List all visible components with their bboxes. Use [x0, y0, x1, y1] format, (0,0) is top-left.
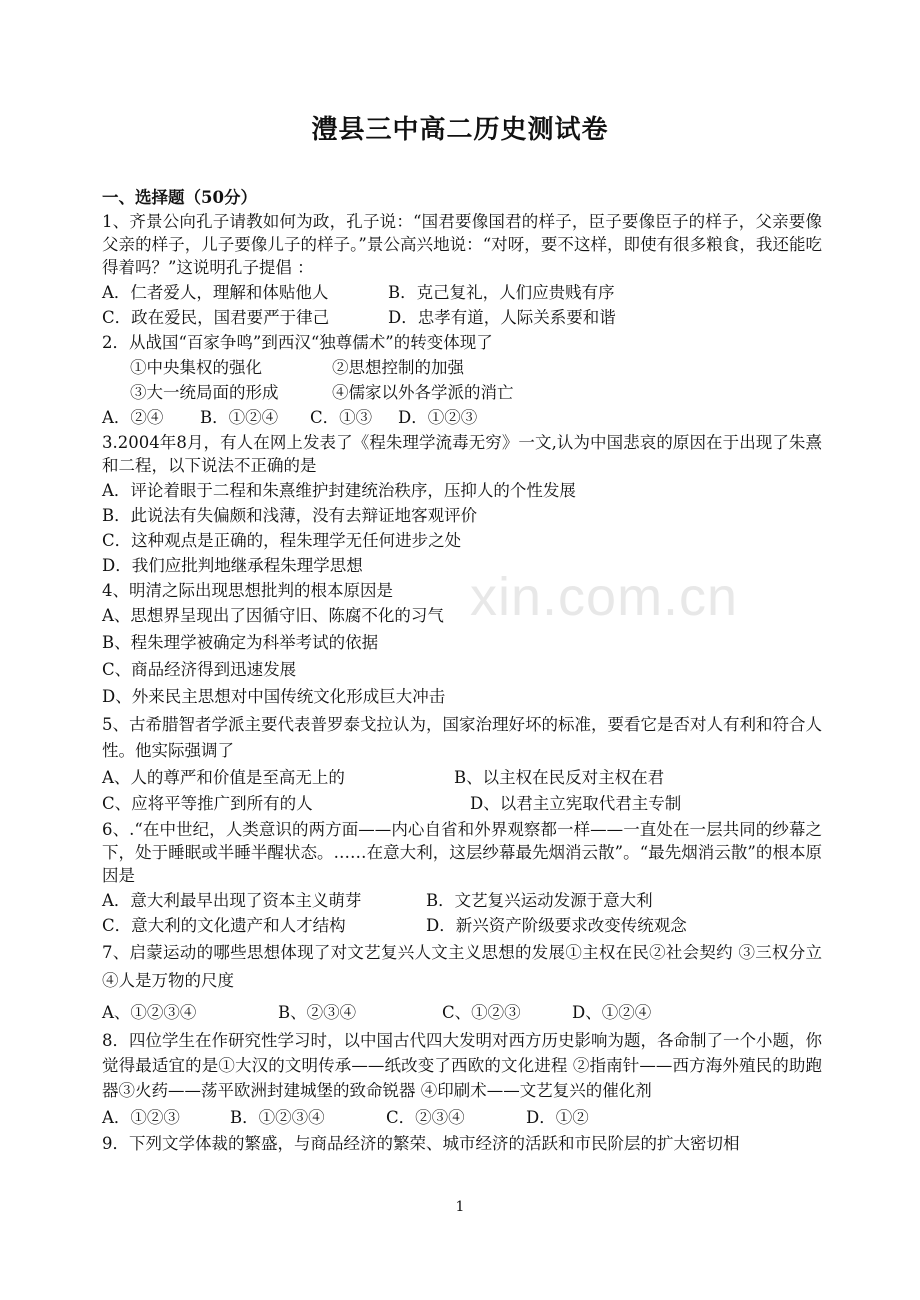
option-a: A．意大利最早出现了资本主义萌芽	[102, 891, 362, 910]
option-d: D．忠孝有道，人际关系要和谐	[388, 308, 616, 327]
item-3: ③大一统局面的形成	[130, 383, 279, 402]
option-b: B、以主权在民反对主权在君	[454, 768, 665, 787]
item-2: ②思想控制的加强	[332, 358, 464, 377]
option-d: D．我们应批判地继承程朱理学思想	[102, 556, 363, 575]
option-b: B．①②③④	[230, 1108, 325, 1127]
option-b: B．此说法有失偏颇和浅薄，没有去辩证地客观评价	[102, 506, 478, 525]
question-stem: 6、.“在中世纪，人类意识的两方面——内心自省和外界观察都一样——一直处在一层共同的纱幕之下，处于睡眠或半睡半醒状态。……在意大利，这层纱幕最先烟消云散”。“最先烟消云散”的根本原因是	[102, 820, 822, 885]
item-1: ①中央集权的强化	[130, 358, 262, 377]
option-c: C．意大利的文化遗产和人才结构	[102, 916, 346, 935]
page-title: 澧县三中高二历史测试卷	[311, 115, 609, 145]
option-c: C、商品经济得到迅速发展	[102, 660, 297, 679]
question-stem: 8．四位学生在作研究性学习时，以中国古代四大发明对西方历史影响为题，各命制了一个小题，你觉得最适宜的是①大汉的文明传承——纸改变了西欧的文化进程 ②指南针——西方海外殖民的助跑器③火药——荡平欧洲封建城堡的致命锐器 ④印刷术——文艺复兴的催化剂	[102, 1031, 822, 1100]
options-row	[102, 406, 822, 429]
option-b: B、程朱理学被确定为科举考试的依据	[102, 633, 379, 652]
option-c: C．①③	[310, 408, 373, 427]
option-c: C、①②③	[442, 1003, 521, 1022]
option-c: C．这种观点是正确的，程朱理学无任何进步之处	[102, 531, 462, 550]
option-a: A、①②③④	[102, 1003, 197, 1022]
question-stem: 2．从战国“百家争鸣”到西汉“独尊儒术”的转变体现了	[102, 333, 493, 352]
option-c: C．政在爱民，国君要严于律己	[102, 308, 330, 327]
options-row	[102, 281, 822, 304]
section-header: 一、选择题（50分）	[102, 188, 257, 207]
watermark: xin.com.cn	[470, 567, 739, 627]
question-5	[102, 712, 822, 815]
options-row	[102, 792, 822, 815]
exam-content	[102, 186, 839, 1157]
question-2	[102, 331, 822, 429]
option-d: D．新兴资产阶级要求改变传统观念	[426, 916, 687, 935]
option-b: B．①②④	[200, 408, 279, 427]
question-stem: 1、齐景公向孔子请教如何为政，孔子说：“国君要像国君的样子，臣子要像臣子的样子，父亲要像父亲的样子，儿子要像儿子的样子。”景公高兴地说：“对呀，要不这样，即使有很多粮食，我还能吃得着吗？”这说明孔子提倡 ：	[102, 212, 822, 277]
item-4: ④儒家以外各学派的消亡	[332, 383, 514, 402]
question-6	[102, 818, 822, 937]
question-stem: 9．下列文学体裁的繁盛，与商品经济的繁荣、城市经济的活跃和市民阶层的扩大密切相	[102, 1134, 740, 1153]
options-row	[102, 1001, 822, 1024]
option-a: A．①②③	[102, 1108, 180, 1127]
question-8	[102, 1028, 822, 1129]
question-stem: 3.2004年8月，有人在网上发表了《程朱理学流毒无穷》一文,认为中国悲哀的原因在于出现了朱熹和二程，以下说法不正确的是	[102, 433, 822, 475]
items-row	[102, 356, 822, 379]
question-stem: 7、启蒙运动的哪些思想体现了对文艺复兴人文主义思想的发展①主权在民②社会契约 ③三权分立 ④人是万物的尺度	[102, 943, 839, 990]
question-stem: 5、古希腊智者学派主要代表普罗泰戈拉认为，国家治理好坏的标准，要看它是否对人有利和符合人性。他实际强调了	[102, 715, 822, 760]
option-c: C、应将平等推广到所有的人	[102, 794, 313, 813]
option-d: D．①②③	[398, 408, 478, 427]
option-c: C．②③④	[386, 1108, 465, 1127]
option-b: B．文艺复兴运动发源于意大利	[426, 891, 653, 910]
options-row	[102, 914, 822, 937]
question-9	[102, 1132, 822, 1155]
question-3	[102, 431, 822, 577]
option-d: D、①②④	[572, 1003, 652, 1022]
option-a: A．②④	[102, 408, 164, 427]
options-row	[102, 1106, 822, 1129]
option-a: A．仁者爱人，理解和体贴他人	[102, 283, 329, 302]
option-a: A、思想界呈现出了因循守旧、陈腐不化的习气	[102, 606, 444, 625]
question-4	[102, 567, 822, 708]
question-stem: 4、明清之际出现思想批判的根本原因是	[102, 581, 393, 600]
option-d: D、外来民主思想对中国传统文化形成巨大冲击	[102, 687, 446, 706]
option-d: D．①②	[526, 1108, 589, 1127]
options-row	[102, 889, 822, 912]
question-1	[102, 210, 822, 329]
option-d: D、以君主立宪取代君主专制	[470, 794, 682, 813]
options-row	[102, 306, 822, 329]
option-b: B．克己复礼，人们应贵贱有序	[388, 283, 615, 302]
items-row	[102, 381, 822, 404]
page-number: 1	[455, 1199, 465, 1215]
option-a: A．评论着眼于二程和朱熹维护封建统治秩序，压抑人的个性发展	[102, 481, 576, 500]
option-a: A、人的尊严和价值是至高无上的	[102, 768, 345, 787]
options-row	[102, 766, 822, 789]
option-b: B、②③④	[278, 1003, 357, 1022]
question-7	[102, 939, 839, 1024]
